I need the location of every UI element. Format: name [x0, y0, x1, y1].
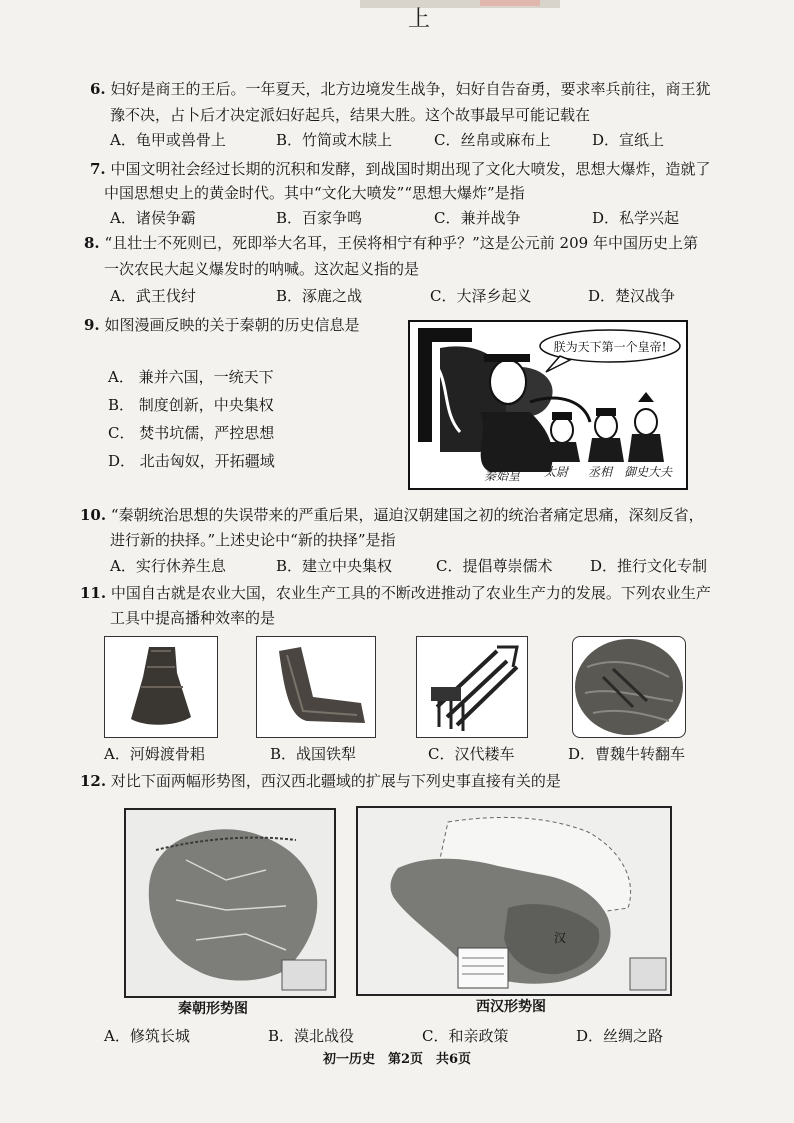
bone-spade-image [104, 636, 218, 738]
option-c[interactable]: C．汉代耧车 [428, 745, 515, 763]
option-a[interactable]: A．河姆渡骨耜 [104, 745, 205, 763]
option-c[interactable]: C．丝帛或麻布上 [434, 131, 551, 149]
option-a[interactable]: A．龟甲或兽骨上 [110, 131, 226, 149]
option-d[interactable]: D．私学兴起 [592, 209, 680, 227]
option-d[interactable]: D． 北击匈奴，开拓疆域 [108, 452, 275, 470]
option-d[interactable]: D．宣纸上 [592, 131, 665, 149]
option-d[interactable]: D．曹魏牛转翻车 [568, 745, 686, 763]
option-b[interactable]: B．建立中央集权 [276, 557, 393, 575]
qin-emperor-cartoon [408, 320, 688, 490]
question-10-options [0, 554, 794, 578]
option-a[interactable]: A．武王伐纣 [110, 287, 196, 305]
header-fragment-mark [360, 0, 560, 30]
question-7-options [0, 206, 794, 230]
option-b[interactable]: B．竹简或木牍上 [276, 131, 393, 149]
han-map-label: 汉 [554, 931, 567, 945]
question-7-line-2: 中国思想史上的黄金时代。其中“文化大喷发”“思想大爆炸”是指 [104, 184, 525, 202]
question-8-line-2: 一次农民大起义爆发时的呐喊。这次起义指的是 [104, 260, 420, 278]
option-c[interactable]: C． 焚书坑儒，严控思想 [108, 424, 275, 442]
option-a[interactable]: A．修筑长城 [104, 1027, 190, 1045]
question-6-line-2: 豫不决，占卜后才决定派妇好起兵，结果大胜。这个故事最早可能记载在 [110, 106, 591, 124]
option-d[interactable]: D．推行文化专制 [590, 557, 708, 575]
question-6-options [0, 128, 794, 152]
question-8-options [0, 284, 794, 308]
qin-map [124, 808, 336, 998]
cartoon-label-taiwei: 太尉 [544, 465, 569, 479]
question-8-line-1: 8. “且壮士不死则已，死即举大名耳，王侯将相宁有种乎？”这是公元前 209 年中国历史上第 [84, 234, 698, 252]
cartoon-label-yushidafu: 御史大夫 [624, 465, 673, 479]
iron-plow-image [256, 636, 376, 738]
cartoon-label-chengxiang: 丞相 [588, 465, 613, 479]
qin-map-caption: 秦朝形势图 [178, 1001, 248, 1017]
option-b[interactable]: B．战国铁犁 [270, 745, 357, 763]
cartoon-label-qin-shi-huang: 秦始皇 [484, 469, 521, 483]
question-12-stem: 12. 对比下面两幅形势图，西汉西北疆域的扩展与下列史事直接有关的是 [80, 772, 561, 790]
header-fragment: 上 [408, 7, 431, 30]
cartoon-speech: 朕为天下第一个皇帝! [553, 340, 667, 354]
option-b[interactable]: B． 制度创新，中央集权 [108, 396, 274, 414]
question-11-options [0, 742, 794, 766]
han-map-caption: 西汉形势图 [476, 999, 546, 1015]
option-c[interactable]: C．和亲政策 [422, 1027, 509, 1045]
option-a[interactable]: A． 兼并六国，一统天下 [108, 368, 274, 386]
official-figures [544, 392, 664, 462]
question-6-line-1: 6. 妇好是商王的王后。一年夏天，北方边境发生战争，妇好自告奋勇，要求率兵前往，商王犹 [90, 80, 711, 98]
question-10-line-1: 10. “秦朝统治思想的失误带来的严重后果，逼迫汉朝建国之初的统治者痛定思痛，深刻反省， [80, 506, 704, 524]
question-11-line-2: 工具中提高播种效率的是 [110, 609, 276, 627]
option-a[interactable]: A．实行休养生息 [110, 557, 226, 575]
option-b[interactable]: B．百家争鸣 [276, 209, 363, 227]
option-c[interactable]: C．大泽乡起义 [430, 287, 532, 305]
question-12-options [0, 1024, 794, 1048]
page-footer: 初一历史 第2页 共6页 [322, 1052, 472, 1067]
option-b[interactable]: B．涿鹿之战 [276, 287, 363, 305]
option-d[interactable]: D．丝绸之路 [576, 1027, 664, 1045]
western-han-map [356, 806, 672, 996]
option-c[interactable]: C．兼并战争 [434, 209, 521, 227]
seed-drill-image [416, 636, 528, 738]
option-b[interactable]: B．漠北战役 [268, 1027, 355, 1045]
cartoon-drawing [410, 322, 686, 488]
option-d[interactable]: D．楚汉战争 [588, 287, 676, 305]
question-7-line-1: 7. 中国文明社会经过长期的沉积和发酵，到战国时期出现了文化大喷发，思想大爆炸，造就了 [90, 160, 711, 178]
option-c[interactable]: C．提倡尊崇儒术 [436, 557, 553, 575]
question-9-stem: 9. 如图漫画反映的关于秦朝的历史信息是 [84, 316, 360, 334]
option-a[interactable]: A．诸侯争霸 [110, 209, 196, 227]
question-11-line-1: 11. 中国自古就是农业大国，农业生产工具的不断改进推动了农业生产力的发展。下列农业生产 [80, 584, 711, 602]
question-10-line-2: 进行新的抉择。”上述史论中“新的抉择”是指 [110, 531, 396, 549]
dragon-bone-waterwheel-image [572, 636, 686, 738]
